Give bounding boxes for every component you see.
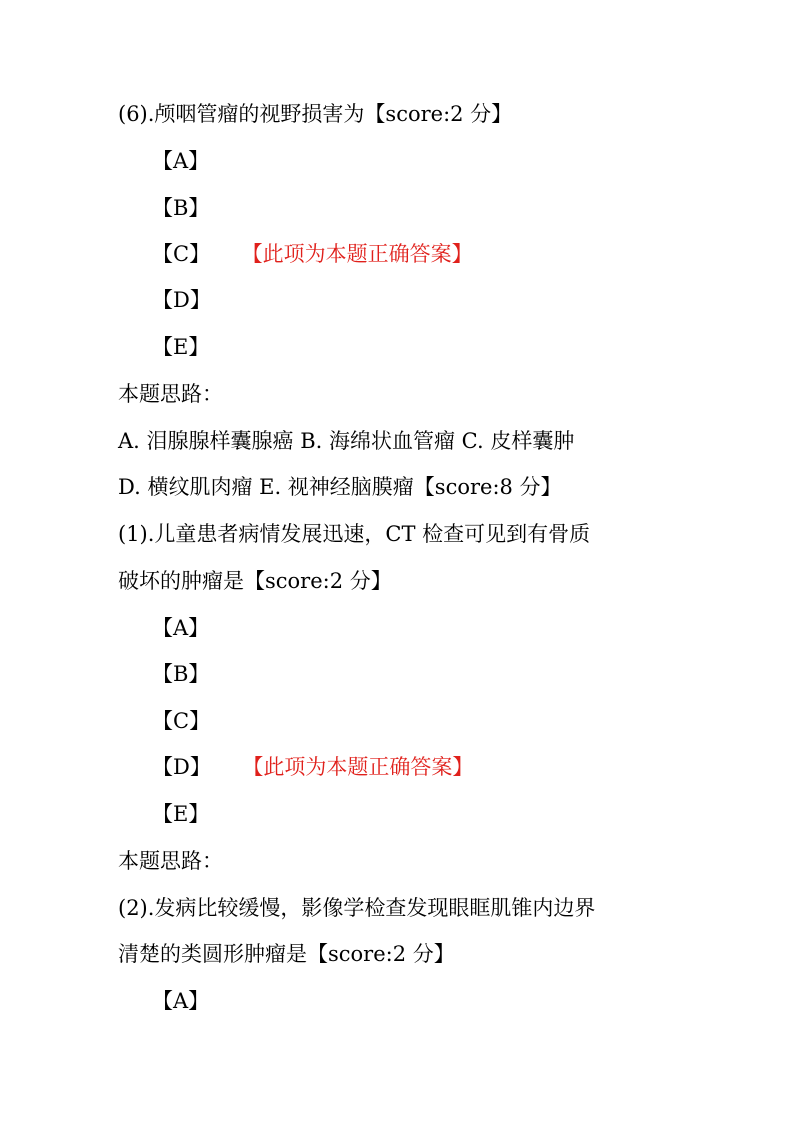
sub1-option-b: 【B】 bbox=[152, 662, 210, 686]
sub1-option-c: 【C】 bbox=[152, 709, 211, 733]
q6-option-d: 【D】 bbox=[152, 288, 211, 312]
q6-option-a: 【A】 bbox=[152, 149, 210, 173]
q6-correct-answer-note: 【此项为本题正确答案】 bbox=[252, 242, 473, 266]
q6-option-c-row bbox=[152, 240, 473, 268]
sub1-correct-answer-note: 【此项为本题正确答案】 bbox=[252, 755, 474, 779]
sub1-option-d: 【D】 bbox=[152, 755, 211, 779]
sub-question-1-stem-line-1: (1).儿童患者病情发展迅速，CT 检查可见到有骨质 bbox=[118, 522, 591, 546]
q6-option-b: 【B】 bbox=[152, 196, 210, 220]
question-6-stem: (6).颅咽管瘤的视野损害为【score:2 分】 bbox=[118, 102, 513, 126]
sub1-analysis-label: 本题思路： bbox=[118, 849, 223, 873]
shared-options-line-1: A. 泪腺腺样囊腺癌 B. 海绵状血管瘤 C. 皮样囊肿 bbox=[118, 429, 575, 453]
sub1-option-e: 【E】 bbox=[152, 802, 210, 826]
sub1-option-a: 【A】 bbox=[152, 616, 210, 640]
sub1-option-d-row bbox=[152, 753, 473, 781]
sub2-option-a: 【A】 bbox=[152, 989, 210, 1013]
sub-question-1-stem-line-2: 破坏的肿瘤是【score:2 分】 bbox=[118, 569, 392, 593]
q6-option-c: 【C】 bbox=[152, 242, 211, 266]
q6-option-e: 【E】 bbox=[152, 335, 210, 359]
sub-question-2-stem-line-1: (2).发病比较缓慢，影像学检查发现眼眶肌锥内边界 bbox=[118, 896, 596, 920]
q6-analysis-label: 本题思路： bbox=[118, 382, 223, 406]
shared-options-line-2: D. 横纹肌肉瘤 E. 视神经脑膜瘤【score:8 分】 bbox=[118, 475, 562, 499]
sub-question-2-stem-line-2: 清楚的类圆形肿瘤是【score:2 分】 bbox=[118, 942, 455, 966]
